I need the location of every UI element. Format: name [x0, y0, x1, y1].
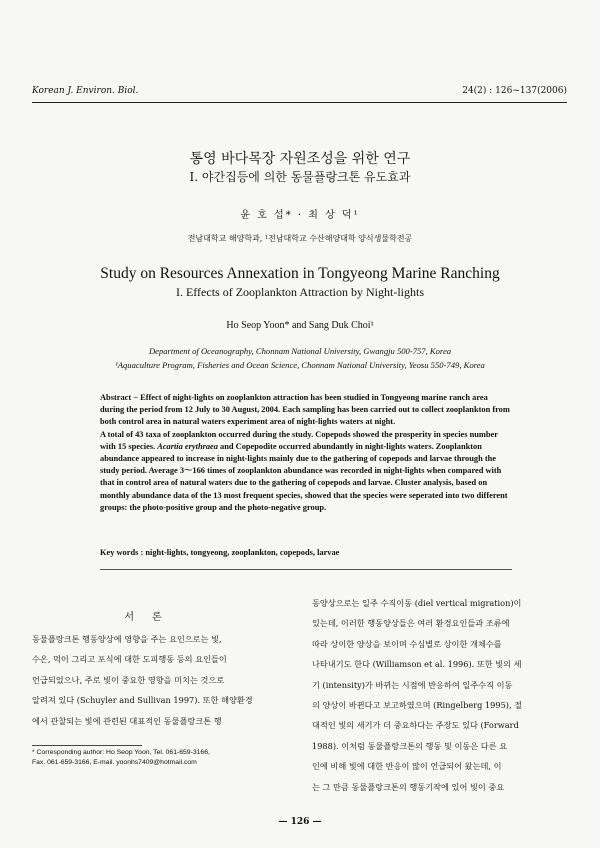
body-text-line: 동양상으로는 일주 수직이동 (diel vertical migration)이 — [312, 598, 522, 608]
abstract-rule — [100, 569, 512, 570]
body-text-line: 알려져 있다 (Schuyler and Sullivan 1997). 또한 해양환경 — [32, 695, 253, 706]
footnote — [32, 748, 210, 767]
body-text-line: 기 (intensity)가 바뀌는 시점에 반응하여 일주수직 이동 — [312, 679, 513, 690]
english-title: Study on Resources Annexation in Tongyeong Marine Ranching — [100, 265, 500, 282]
body-text-line: 나타내기도 한다 (Williamson et al. 1996). 또한 빛의 세 — [312, 659, 522, 670]
body-text-line: 동물플랑크톤 행동양상에 영향을 주는 요인으로는 빛, — [32, 634, 222, 644]
affiliation-2: ¹Aquaculture Program, Fisheries and Ocean Science, Chonnam National University, Yeosu 550-749, Korea — [115, 360, 485, 370]
affiliation-1: Department of Oceanography, Chonnam National University, Gwangju 500-757, Korea — [148, 346, 452, 356]
abstract-text: A total of 43 taxa of zooplankton occurred during the study. Copepods showed the prosperity in species number with 15 species. — [100, 429, 498, 451]
body-text-line: 는 그 만큼 동물플랑크톤의 행동기작에 있어 빛이 중요 — [312, 781, 505, 792]
korean-authors: 윤 호 섭* · 최 상 덕¹ — [240, 210, 360, 221]
body-text-line: 인에 비해 빛에 대한 반응이 많이 언급되어 왔는데, 이 — [312, 761, 502, 772]
volume-info: 24(2) : 126~137(2006) — [462, 86, 567, 96]
body-left-column — [32, 629, 290, 731]
section-title: 서론 — [124, 612, 180, 623]
species-name: Acartia erythraea — [157, 441, 218, 451]
english-subtitle: I. Effects of Zooplankton Attraction by Night-lights — [175, 285, 425, 299]
body-text-line: 1988). 이처럼 동물플랑크톤의 행동 및 이동은 다른 요 — [312, 740, 508, 751]
english-authors: Ho Seop Yoon* and Sang Duk Choi¹ — [226, 320, 374, 331]
body-text-line: 있는데, 이러한 행동양상들은 여러 환경요인들과 조류에 — [312, 618, 510, 629]
abstract-paragraph-2 — [100, 429, 512, 514]
korean-affiliations: 전남대학교 해양학과, ¹전남대학교 수산해양대학 양식생물학전공 — [187, 234, 413, 243]
korean-subtitle: I. 야간집등에 의한 동물플랑크톤 유도효과 — [189, 170, 411, 184]
body-text-line: 따라 상이한 양상을 보이며 수심별로 상이한 개체수를 — [312, 638, 502, 649]
header-rule — [32, 102, 567, 103]
korean-title: 통영 바다목장 자원조성을 위한 연구 — [189, 151, 411, 167]
body-text-line: 에서 관찰되는 빛에 관련된 대표적인 동물플랑크톤 행 — [32, 715, 222, 726]
footnote-line: * Corresponding author: Ho Seop Yoon, Tel. 061-659-3166, — [32, 749, 210, 756]
body-text-line: 대적인 빛의 세기가 더 중요하다는 주장도 있다 (Forward — [312, 720, 519, 731]
body-text-line: 언급되었으나, 주로 빛이 중요한 영향을 미치는 것으로 — [32, 674, 225, 685]
keywords: Key words : night-lights, tongyeong, zooplankton, copepods, larvae — [100, 548, 340, 557]
footnote-line: Fax. 061-659-3166, E-mail. yoonhs7409@hotmail.com — [32, 758, 197, 766]
abstract — [100, 392, 512, 514]
page-number: — 126 — — [278, 817, 322, 827]
body-right-column — [312, 593, 570, 797]
abstract-text-cont: and Copepodite occurred abundantly in night-lights waters. Zooplankton abundance appeared to increase in night-lights mainly due to the gathering of copepods and larvae through the study period. Average 3～166 times of zooplankton abundance was recorded in night-lights when compared with that in control area of natural waters due to the gathering of copepods and larvae. Cluster analysis, based on monthly abundance data of the 13 most frequent species, showed that the species were seperated into two different groups: the photo-positive group and the photo-negative group. — [100, 441, 508, 512]
footnote-rule — [32, 745, 142, 746]
body-text-line: 수온, 먹이 그리고 포식에 대한 도피행동 등의 요인들이 — [32, 654, 227, 665]
body-text-line: 의 양상이 바뀐다고 보고하였으며 (Ringelberg 1995), 절 — [312, 700, 523, 711]
journal-name: Korean J. Environ. Biol. — [32, 86, 139, 96]
abstract-paragraph-1: Abstract − Effect of night-lights on zooplankton attraction has been studied in Tongyeong marine ranch area during the period from 12 July to 30 August, 2004. Each sampling has been carried out to collect zooplankton from both control area in natural waters experiment area of night-lights waters at night. — [100, 393, 510, 427]
